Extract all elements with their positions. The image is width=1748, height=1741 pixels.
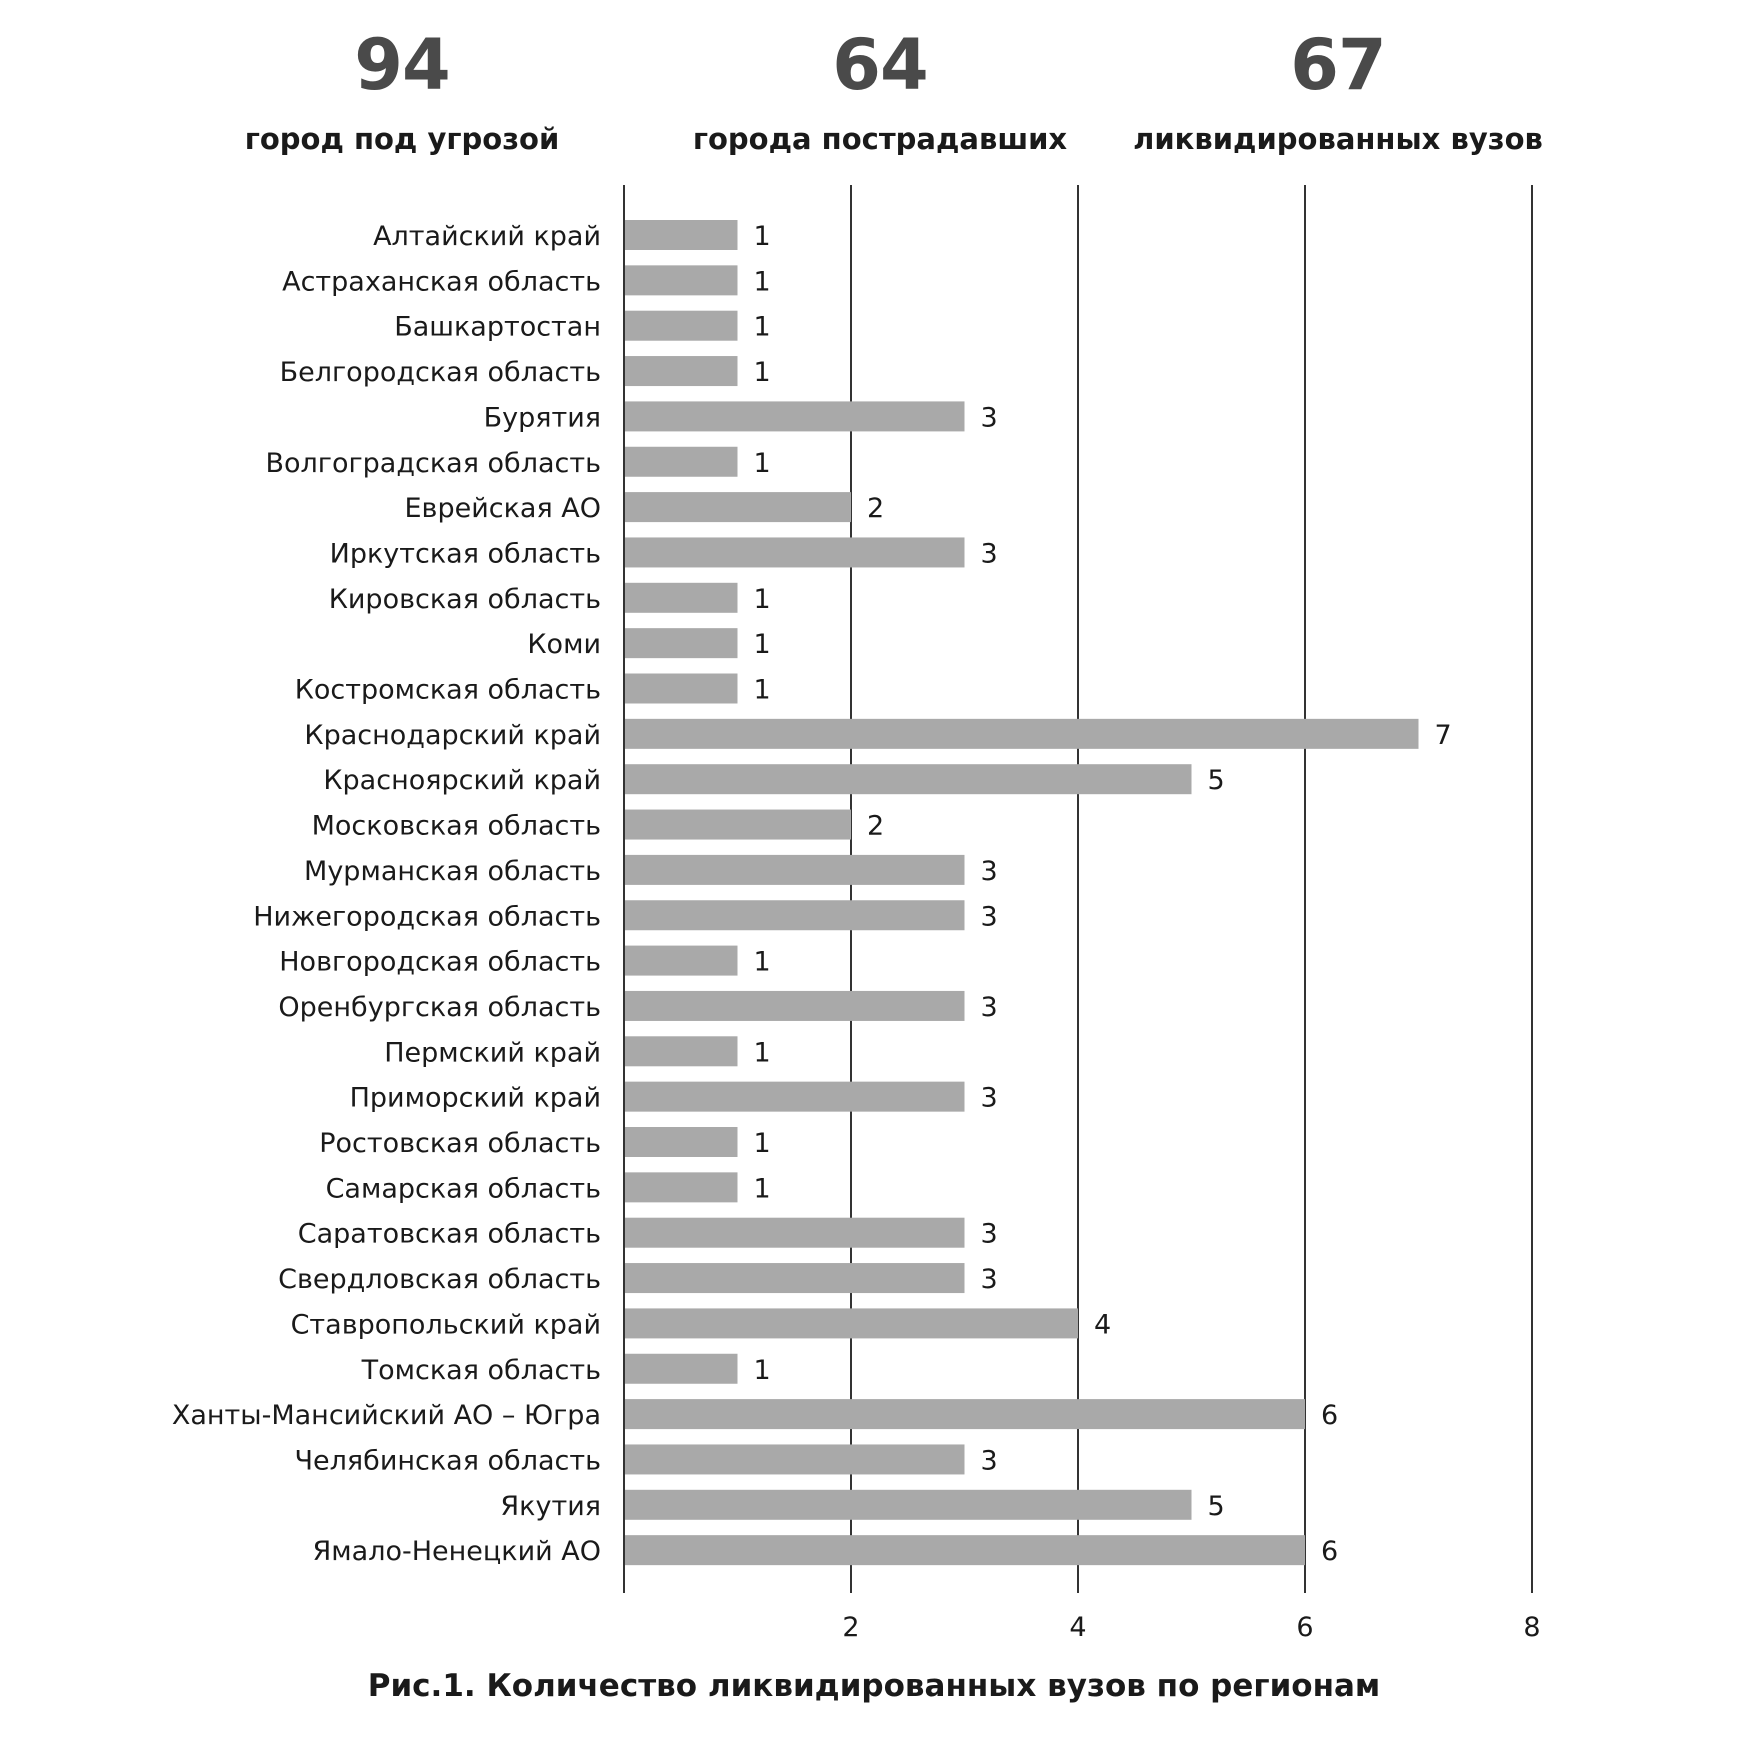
- category-label: Новгородская область: [279, 946, 601, 978]
- bar: [625, 1172, 738, 1202]
- stat-label: города пострадавших: [692, 122, 1068, 156]
- category-label: Нижегородская область: [253, 901, 601, 933]
- value-label: 3: [980, 991, 998, 1023]
- bar: [625, 356, 738, 386]
- value-label: 3: [980, 1264, 998, 1296]
- bar: [625, 1354, 738, 1384]
- category-label: Коми: [527, 629, 601, 661]
- category-label: Московская область: [311, 810, 601, 842]
- stat-value: 94: [354, 24, 450, 106]
- bar: [625, 1399, 1305, 1429]
- x-tick-label: 2: [842, 1612, 860, 1643]
- category-label: Свердловская область: [278, 1264, 601, 1296]
- category-label: Белгородская область: [279, 357, 601, 389]
- x-tick-label: 4: [1069, 1612, 1087, 1643]
- category-label: Якутия: [500, 1490, 601, 1522]
- bar: [625, 537, 965, 567]
- value-label: 3: [980, 538, 998, 570]
- category-label: Астраханская область: [282, 266, 601, 298]
- value-label: 3: [980, 1082, 998, 1114]
- category-label: Пермский край: [384, 1037, 601, 1069]
- value-label: 1: [753, 447, 771, 479]
- value-label: 1: [753, 1173, 771, 1205]
- bar: [625, 991, 965, 1021]
- value-label: 1: [753, 629, 771, 661]
- value-label: 6: [1321, 1400, 1339, 1432]
- value-label: 1: [753, 266, 771, 298]
- category-label: Краснодарский край: [304, 719, 601, 751]
- value-label: 7: [1434, 719, 1452, 751]
- category-label: Иркутская область: [329, 538, 601, 570]
- label-layer: [172, 221, 1541, 1643]
- value-label: 5: [1207, 765, 1225, 797]
- category-label: Ставропольский край: [290, 1309, 601, 1341]
- bar: [625, 628, 738, 658]
- bar: [625, 265, 738, 295]
- value-label: 1: [753, 1354, 771, 1386]
- bar: [625, 1308, 1078, 1338]
- figure-caption: Рис.1. Количество ликвидированных вузов по регионам: [367, 1668, 1381, 1704]
- stat-label: ликвидированных вузов: [1133, 122, 1543, 156]
- bar: [625, 1218, 965, 1248]
- x-tick-label: 6: [1296, 1612, 1314, 1643]
- category-label: Ханты-Мансийский АО – Югра: [171, 1400, 601, 1432]
- value-label: 2: [867, 493, 885, 525]
- bar: [625, 492, 851, 522]
- value-label: 3: [980, 855, 998, 887]
- value-label: 1: [753, 311, 771, 343]
- bar: [625, 719, 1419, 749]
- value-label: 6: [1321, 1536, 1339, 1568]
- value-label: 1: [753, 946, 771, 978]
- bar: [625, 1127, 738, 1157]
- bar: [625, 311, 738, 341]
- bar: [625, 1490, 1192, 1520]
- bar: [625, 674, 738, 704]
- bar: [625, 447, 738, 477]
- value-label: 4: [1094, 1309, 1112, 1341]
- value-label: 1: [753, 357, 771, 389]
- bar: [625, 220, 738, 250]
- category-label: Самарская область: [325, 1173, 601, 1205]
- value-label: 3: [980, 1218, 998, 1250]
- bar: [625, 401, 965, 431]
- stat-label: город под угрозой: [244, 122, 560, 156]
- x-tick-label: 8: [1523, 1612, 1541, 1643]
- bar: [625, 810, 851, 840]
- category-label: Башкартостан: [394, 311, 601, 343]
- value-label: 2: [867, 810, 885, 842]
- bar: [625, 764, 1192, 794]
- bar-layer: [625, 220, 1419, 1568]
- bar: [625, 855, 965, 885]
- value-label: 1: [753, 1128, 771, 1159]
- category-label: Костромская область: [294, 674, 601, 706]
- bar: [625, 1082, 965, 1112]
- bar: [625, 1535, 1305, 1565]
- category-label: Челябинская область: [294, 1445, 601, 1477]
- category-label: Волгоградская область: [265, 447, 601, 479]
- category-label: Саратовская область: [297, 1218, 601, 1250]
- category-label: Красноярский край: [323, 765, 601, 797]
- value-label: 1: [753, 583, 771, 615]
- bar: [625, 583, 738, 613]
- category-label: Томская область: [361, 1354, 601, 1386]
- value-label: 5: [1207, 1490, 1225, 1522]
- value-label: 1: [753, 221, 771, 252]
- category-label: Кировская область: [328, 583, 601, 615]
- bar: [625, 900, 965, 930]
- bar: [625, 1263, 965, 1293]
- category-label: Оренбургская область: [278, 991, 601, 1023]
- category-label: Алтайский край: [373, 221, 601, 252]
- value-label: 3: [980, 1445, 998, 1477]
- category-label: Ямало-Ненецкий АО: [312, 1536, 601, 1568]
- category-label: Приморский край: [349, 1082, 601, 1114]
- category-label: Ростовская область: [319, 1128, 601, 1159]
- stat-value: 64: [832, 24, 928, 106]
- category-label: Еврейская АО: [404, 493, 601, 525]
- category-label: Бурятия: [483, 402, 601, 434]
- bar: [625, 1036, 738, 1066]
- category-label: Мурманская область: [304, 855, 601, 887]
- value-label: 1: [753, 1037, 771, 1069]
- bar: [625, 946, 738, 976]
- bar: [625, 1444, 965, 1474]
- value-label: 3: [980, 402, 998, 434]
- stat-value: 67: [1290, 24, 1386, 106]
- value-label: 1: [753, 674, 771, 706]
- value-label: 3: [980, 901, 998, 933]
